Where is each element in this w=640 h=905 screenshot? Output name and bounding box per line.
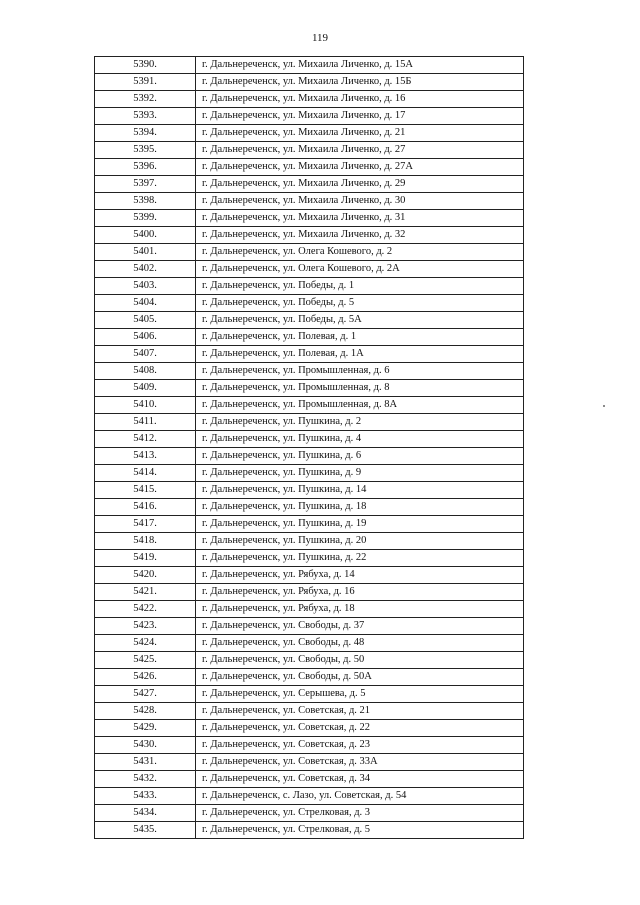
row-number-cell: 5393. xyxy=(95,108,196,125)
table-row xyxy=(95,193,524,210)
address-cell: г. Дальнереченск, ул. Пушкина, д. 2 xyxy=(196,414,524,431)
table-row xyxy=(95,737,524,754)
address-cell: г. Дальнереченск, ул. Олега Кошевого, д. 2 xyxy=(196,244,524,261)
address-cell: г. Дальнереченск, ул. Пушкина, д. 9 xyxy=(196,465,524,482)
table-row xyxy=(95,482,524,499)
table-row xyxy=(95,125,524,142)
row-number-cell: 5401. xyxy=(95,244,196,261)
row-number-cell: 5410. xyxy=(95,397,196,414)
table-row xyxy=(95,771,524,788)
row-number-cell: 5422. xyxy=(95,601,196,618)
address-table-body xyxy=(95,57,524,839)
row-number-cell: 5404. xyxy=(95,295,196,312)
row-number-cell: 5392. xyxy=(95,91,196,108)
row-number-cell: 5403. xyxy=(95,278,196,295)
table-row xyxy=(95,703,524,720)
address-cell: г. Дальнереченск, ул. Пушкина, д. 19 xyxy=(196,516,524,533)
table-row xyxy=(95,142,524,159)
address-cell: г. Дальнереченск, ул. Пушкина, д. 18 xyxy=(196,499,524,516)
table-row xyxy=(95,567,524,584)
table-row xyxy=(95,465,524,482)
row-number-cell: 5411. xyxy=(95,414,196,431)
row-number-cell: 5416. xyxy=(95,499,196,516)
row-number-cell: 5429. xyxy=(95,720,196,737)
address-cell: г. Дальнереченск, с. Лазо, ул. Советская, д. 54 xyxy=(196,788,524,805)
address-cell: г. Дальнереченск, ул. Стрелковая, д. 5 xyxy=(196,822,524,839)
row-number-cell: 5406. xyxy=(95,329,196,346)
table-row xyxy=(95,159,524,176)
address-cell: г. Дальнереченск, ул. Михаила Личенко, д. 32 xyxy=(196,227,524,244)
row-number-cell: 5399. xyxy=(95,210,196,227)
address-cell: г. Дальнереченск, ул. Михаила Личенко, д. 30 xyxy=(196,193,524,210)
address-cell: г. Дальнереченск, ул. Промышленная, д. 8А xyxy=(196,397,524,414)
address-cell: г. Дальнереченск, ул. Победы, д. 1 xyxy=(196,278,524,295)
table-row xyxy=(95,499,524,516)
row-number-cell: 5402. xyxy=(95,261,196,278)
row-number-cell: 5417. xyxy=(95,516,196,533)
row-number-cell: 5418. xyxy=(95,533,196,550)
table-row xyxy=(95,91,524,108)
address-cell: г. Дальнереченск, ул. Рябуха, д. 18 xyxy=(196,601,524,618)
row-number-cell: 5405. xyxy=(95,312,196,329)
address-cell: г. Дальнереченск, ул. Михаила Личенко, д. 15Б xyxy=(196,74,524,91)
address-cell: г. Дальнереченск, ул. Свободы, д. 37 xyxy=(196,618,524,635)
row-number-cell: 5428. xyxy=(95,703,196,720)
address-cell: г. Дальнереченск, ул. Серышева, д. 5 xyxy=(196,686,524,703)
scan-speck xyxy=(603,405,605,407)
address-cell: г. Дальнереченск, ул. Михаила Личенко, д. 16 xyxy=(196,91,524,108)
row-number-cell: 5423. xyxy=(95,618,196,635)
table-row xyxy=(95,295,524,312)
address-cell: г. Дальнереченск, ул. Михаила Личенко, д. 15А xyxy=(196,57,524,74)
row-number-cell: 5409. xyxy=(95,380,196,397)
address-cell: г. Дальнереченск, ул. Полевая, д. 1 xyxy=(196,329,524,346)
row-number-cell: 5414. xyxy=(95,465,196,482)
row-number-cell: 5427. xyxy=(95,686,196,703)
address-cell: г. Дальнереченск, ул. Промышленная, д. 8 xyxy=(196,380,524,397)
table-row xyxy=(95,261,524,278)
row-number-cell: 5430. xyxy=(95,737,196,754)
table-row xyxy=(95,227,524,244)
row-number-cell: 5391. xyxy=(95,74,196,91)
address-cell: г. Дальнереченск, ул. Победы, д. 5А xyxy=(196,312,524,329)
row-number-cell: 5412. xyxy=(95,431,196,448)
row-number-cell: 5432. xyxy=(95,771,196,788)
address-cell: г. Дальнереченск, ул. Рябуха, д. 16 xyxy=(196,584,524,601)
row-number-cell: 5397. xyxy=(95,176,196,193)
address-cell: г. Дальнереченск, ул. Советская, д. 23 xyxy=(196,737,524,754)
table-row xyxy=(95,805,524,822)
row-number-cell: 5435. xyxy=(95,822,196,839)
table-row xyxy=(95,74,524,91)
table-row xyxy=(95,788,524,805)
table-row xyxy=(95,414,524,431)
address-cell: г. Дальнереченск, ул. Михаила Личенко, д. 27А xyxy=(196,159,524,176)
address-cell: г. Дальнереченск, ул. Михаила Личенко, д. 17 xyxy=(196,108,524,125)
table-row xyxy=(95,176,524,193)
address-cell: г. Дальнереченск, ул. Промышленная, д. 6 xyxy=(196,363,524,380)
table-row xyxy=(95,244,524,261)
row-number-cell: 5395. xyxy=(95,142,196,159)
row-number-cell: 5415. xyxy=(95,482,196,499)
table-row xyxy=(95,57,524,74)
table-row xyxy=(95,516,524,533)
row-number-cell: 5419. xyxy=(95,550,196,567)
row-number-cell: 5424. xyxy=(95,635,196,652)
address-cell: г. Дальнереченск, ул. Михаила Личенко, д. 21 xyxy=(196,125,524,142)
table-row xyxy=(95,584,524,601)
address-cell: г. Дальнереченск, ул. Михаила Личенко, д. 27 xyxy=(196,142,524,159)
table-row xyxy=(95,312,524,329)
row-number-cell: 5408. xyxy=(95,363,196,380)
address-cell: г. Дальнереченск, ул. Пушкина, д. 14 xyxy=(196,482,524,499)
row-number-cell: 5434. xyxy=(95,805,196,822)
row-number-cell: 5390. xyxy=(95,57,196,74)
table-row xyxy=(95,652,524,669)
address-cell: г. Дальнереченск, ул. Пушкина, д. 22 xyxy=(196,550,524,567)
address-cell: г. Дальнереченск, ул. Михаила Личенко, д. 31 xyxy=(196,210,524,227)
row-number-cell: 5431. xyxy=(95,754,196,771)
row-number-cell: 5425. xyxy=(95,652,196,669)
table-row xyxy=(95,550,524,567)
table-row xyxy=(95,397,524,414)
table-row xyxy=(95,210,524,227)
address-cell: г. Дальнереченск, ул. Рябуха, д. 14 xyxy=(196,567,524,584)
address-cell: г. Дальнереченск, ул. Советская, д. 21 xyxy=(196,703,524,720)
address-cell: г. Дальнереченск, ул. Пушкина, д. 20 xyxy=(196,533,524,550)
table-row xyxy=(95,618,524,635)
table-row xyxy=(95,822,524,839)
row-number-cell: 5394. xyxy=(95,125,196,142)
row-number-cell: 5426. xyxy=(95,669,196,686)
table-row xyxy=(95,431,524,448)
table-row xyxy=(95,635,524,652)
row-number-cell: 5400. xyxy=(95,227,196,244)
table-row xyxy=(95,686,524,703)
table-row xyxy=(95,329,524,346)
row-number-cell: 5433. xyxy=(95,788,196,805)
table-row xyxy=(95,363,524,380)
table-row xyxy=(95,278,524,295)
row-number-cell: 5420. xyxy=(95,567,196,584)
address-cell: г. Дальнереченск, ул. Полевая, д. 1А xyxy=(196,346,524,363)
table-row xyxy=(95,108,524,125)
table-row xyxy=(95,669,524,686)
table-row xyxy=(95,380,524,397)
table-row xyxy=(95,601,524,618)
address-table xyxy=(94,56,524,839)
address-cell: г. Дальнереченск, ул. Свободы, д. 50А xyxy=(196,669,524,686)
row-number-cell: 5421. xyxy=(95,584,196,601)
row-number-cell: 5398. xyxy=(95,193,196,210)
address-cell: г. Дальнереченск, ул. Свободы, д. 50 xyxy=(196,652,524,669)
row-number-cell: 5396. xyxy=(95,159,196,176)
page-number: 119 xyxy=(311,32,329,44)
address-cell: г. Дальнереченск, ул. Пушкина, д. 4 xyxy=(196,431,524,448)
row-number-cell: 5407. xyxy=(95,346,196,363)
table-row xyxy=(95,346,524,363)
address-cell: г. Дальнереченск, ул. Михаила Личенко, д. 29 xyxy=(196,176,524,193)
address-cell: г. Дальнереченск, ул. Советская, д. 22 xyxy=(196,720,524,737)
table-row xyxy=(95,533,524,550)
address-cell: г. Дальнереченск, ул. Свободы, д. 48 xyxy=(196,635,524,652)
address-cell: г. Дальнереченск, ул. Пушкина, д. 6 xyxy=(196,448,524,465)
table-row xyxy=(95,754,524,771)
table-row xyxy=(95,720,524,737)
address-cell: г. Дальнереченск, ул. Советская, д. 33А xyxy=(196,754,524,771)
address-cell: г. Дальнереченск, ул. Советская, д. 34 xyxy=(196,771,524,788)
address-cell: г. Дальнереченск, ул. Олега Кошевого, д. 2А xyxy=(196,261,524,278)
table-row xyxy=(95,448,524,465)
address-cell: г. Дальнереченск, ул. Стрелковая, д. 3 xyxy=(196,805,524,822)
row-number-cell: 5413. xyxy=(95,448,196,465)
address-cell: г. Дальнереченск, ул. Победы, д. 5 xyxy=(196,295,524,312)
